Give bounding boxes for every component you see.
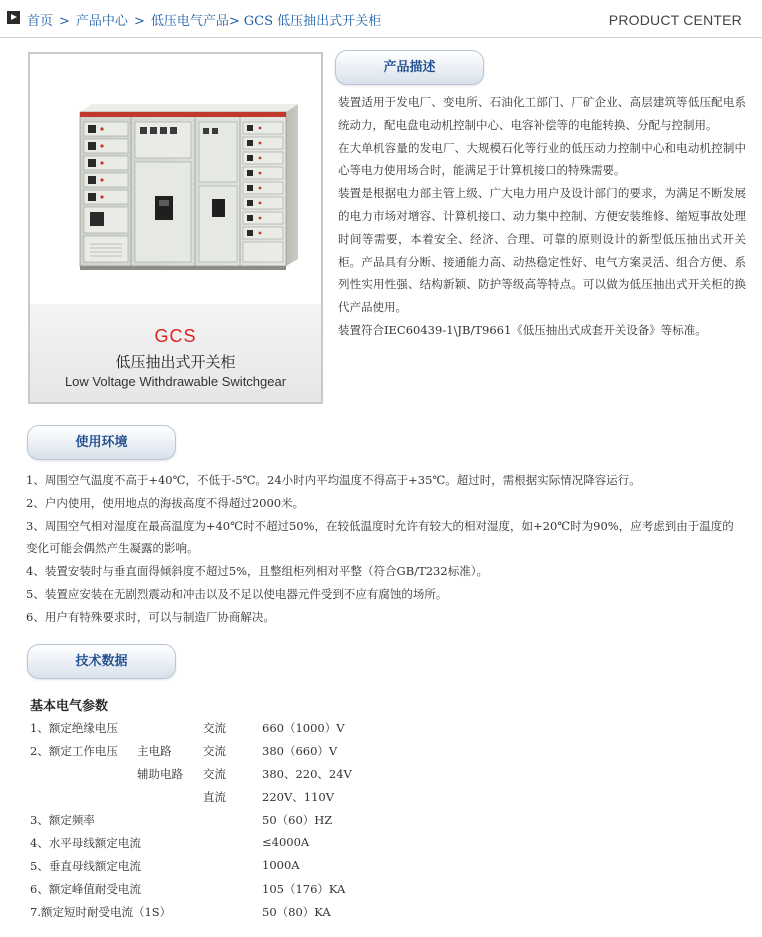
param-value: 1000A — [262, 858, 300, 872]
param-label: 5、垂直母线额定电流 — [30, 859, 141, 873]
environment-item: 4、装置安装时与垂直面得倾斜度不超过5%，且整组柜列相对平整（符合GB/T232标准）。 — [26, 564, 488, 579]
param-value: 105（176）KA — [262, 882, 346, 896]
tech-row — [0, 812, 762, 832]
breadcrumb-product-center-link[interactable]: 产品中心 — [75, 14, 128, 29]
product-photo — [30, 54, 321, 304]
param-value: 660（1000）V — [262, 721, 345, 735]
description-paragraph: 装置是根据电力部主管上级、广大电力用户及设计部门的要求，为满足不断发展的电力市场对增容、计算机接口、动力集中控制、方便安装维修、缩短事故处理时间等需要，本着安全、经济、合理、可靠的原则设计的新型低压抽出式开关柜。产品具有分断、接通能力高、动热稳定性好、电气方案灵活、组合方便、系列性实用性强、结构新颖、防护等级高等特点。可以做为低压抽出式开关柜的换代产品使用。 — [338, 186, 746, 315]
description-paragraph: 在大单机容量的发电厂、大规模石化等行业的低压动力控制中心和电动机控制中心等电力使用场合时，能满足于计算机接口的特殊需要。 — [338, 140, 746, 178]
header-bar — [0, 0, 762, 38]
tech-row — [0, 881, 762, 901]
param-value: 50（80）KA — [262, 905, 331, 919]
product-name-cn: 低压抽出式开关柜 — [115, 353, 236, 371]
param-type: 交流 — [203, 721, 226, 735]
tech-row — [0, 766, 762, 786]
environment-item: 1、周围空气温度不高于+40℃，不低于-5℃。24小时内平均温度不得高于+35℃。超过时，需根据实际情况降容运行。 — [26, 473, 641, 487]
environment-item: 5、装置应安装在无剧烈震动和冲击以及不足以使电器元件受到不应有腐蚀的场所。 — [26, 586, 448, 601]
breadcrumb-current-page: GCS 低压抽出式开关柜 — [243, 14, 382, 29]
product-name-en: Low Voltage Withdrawable Switchgear — [64, 374, 287, 389]
param-label: 2、额定工作电压 — [30, 744, 118, 758]
product-caption — [30, 304, 321, 402]
param-sub: 主电路 — [137, 744, 172, 758]
tech-row — [0, 743, 762, 763]
breadcrumb-low-voltage-link[interactable]: 低压电气产品> — [150, 14, 240, 29]
tech-row — [0, 789, 762, 809]
param-label: 4、水平母线额定电流 — [30, 836, 141, 850]
tech-row — [0, 904, 762, 924]
param-type: 交流 — [203, 767, 226, 781]
param-type: 直流 — [203, 790, 226, 804]
page-section-title: PRODUCT CENTER — [608, 12, 742, 28]
param-label: 3、额定频率 — [30, 813, 95, 827]
tech-row — [0, 858, 762, 878]
param-value: 380（660）V — [262, 744, 338, 758]
environment-item: 6、用户有特殊要求时，可以与制造厂协商解决。 — [26, 609, 275, 624]
product-description-heading: 产品描述 — [335, 50, 484, 85]
param-label: 6、额定峰值耐受电流 — [30, 882, 141, 896]
environment-item: 3、周围空气相对湿度在最高温度为+40℃时不超过50%，在较低温度时允许有较大的相对湿度，如+20℃时为90%，应考虑到由于温度的变化可能会偶然产生凝露的影响。 — [26, 518, 734, 556]
param-label: 1、额定绝缘电压 — [30, 721, 118, 735]
environment-heading: 使用环境 — [27, 425, 176, 460]
param-sub: 辅助电路 — [137, 767, 183, 781]
breadcrumb-separator: > — [133, 14, 145, 29]
param-value: 220V、110V — [262, 790, 335, 804]
product-code: GCS — [154, 326, 197, 346]
description-paragraph: 装置符合IEC60439-1\JB/T9661《低压抽出式成套开关设备》等标准。 — [338, 322, 707, 337]
environment-item: 2、户内使用，使用地点的海拔高度不得超过2000米。 — [26, 495, 305, 510]
description-paragraph: 装置适用于发电厂、变电所、石油化工部门、厂矿企业、高层建筑等低压配电系统动力，配电盘电动机控制中心、电容补偿等的电能转换、分配与控制用。 — [338, 95, 746, 132]
param-label: 7.额定短时耐受电流（1S） — [30, 905, 172, 919]
product-description-text — [338, 91, 746, 342]
param-type: 交流 — [203, 744, 226, 758]
param-value: 50（60）HZ — [262, 813, 333, 827]
breadcrumb — [27, 10, 381, 29]
tech-data-heading: 技术数据 — [27, 644, 176, 679]
switchgear-cabinet-image — [30, 54, 321, 304]
breadcrumb-arrow-icon — [7, 11, 20, 24]
tech-row — [0, 720, 762, 740]
breadcrumb-separator: > — [59, 14, 70, 29]
basic-params-heading: 基本电气参数 — [30, 699, 109, 714]
breadcrumb-home-link[interactable]: 首页 — [27, 14, 54, 29]
param-value: ≤4000A — [262, 835, 310, 849]
product-image-frame — [28, 52, 323, 404]
param-value: 380、220、24V — [262, 767, 352, 781]
environment-list — [26, 469, 742, 629]
tech-row — [0, 835, 762, 855]
